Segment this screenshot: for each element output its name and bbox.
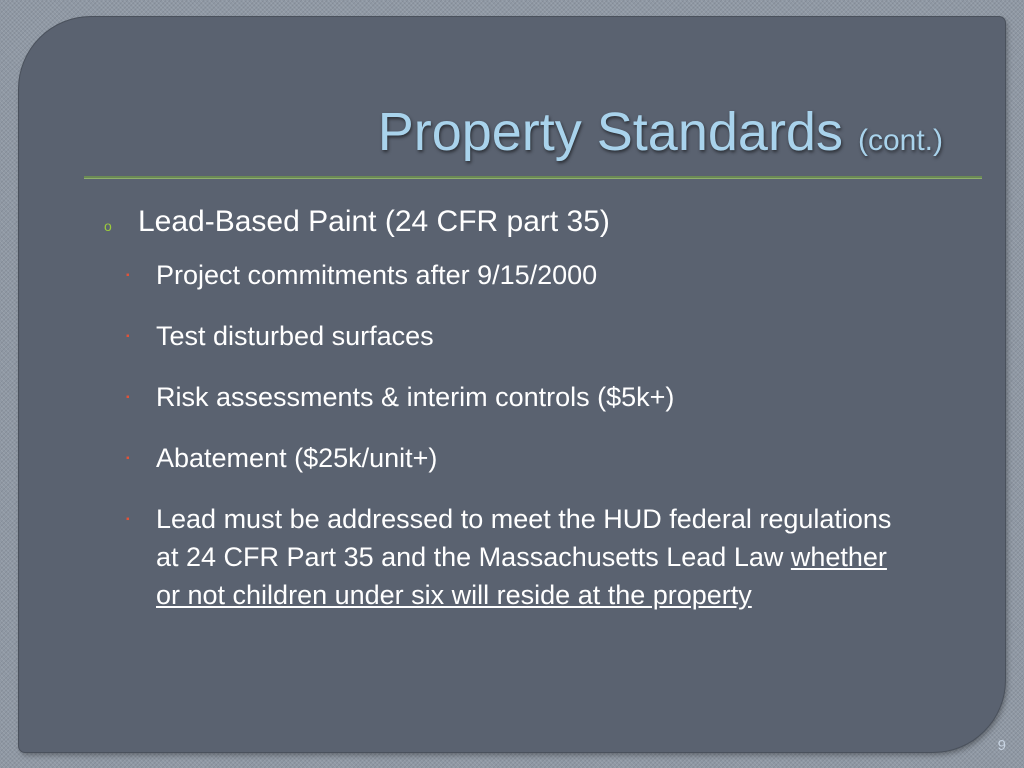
sub-bullet-list: [100, 256, 930, 614]
sub-bullet-project-commitments: [100, 256, 930, 301]
lead-law-plain-text: Lead must be addressed to meet the HUD federal regulations at 24 CFR Part 35 and the Massachusetts Lead Law: [156, 504, 892, 572]
sub-bullet-abatement: [100, 439, 930, 484]
lead-law-underlined-text: whether or not children under six will reside at the property: [156, 542, 887, 610]
bullet-lead-based-paint: [100, 200, 930, 248]
square-bullet-icon: ▪: [126, 392, 130, 403]
circle-bullet-icon: o: [104, 218, 112, 234]
square-bullet-icon: ▪: [126, 270, 130, 281]
title-suffix: (cont.): [857, 124, 943, 157]
slide-content: [100, 200, 930, 630]
bullet-label: Lead-Based Paint (24 CFR part 35): [138, 205, 610, 238]
sub-bullet-text: Project commitments after 9/15/2000: [156, 260, 598, 290]
sub-bullet-text: Abatement ($25k/unit+): [156, 443, 438, 473]
sub-bullet-test-surfaces: [100, 317, 930, 362]
sub-bullet-text: [156, 500, 916, 614]
page-number: 9: [997, 737, 1006, 754]
sub-bullet-text: Test disturbed surfaces: [156, 321, 434, 351]
slide-title: [378, 97, 943, 176]
sub-bullet-lead-law: [100, 500, 930, 614]
square-bullet-icon: ▪: [126, 514, 130, 525]
title-divider: [84, 176, 982, 179]
title-main: Property Standards: [377, 102, 843, 162]
square-bullet-icon: ▪: [126, 331, 130, 342]
square-bullet-icon: ▪: [126, 453, 130, 464]
sub-bullet-risk-assessments: [100, 378, 930, 423]
sub-bullet-text: Risk assessments & interim controls ($5k+): [156, 382, 675, 412]
